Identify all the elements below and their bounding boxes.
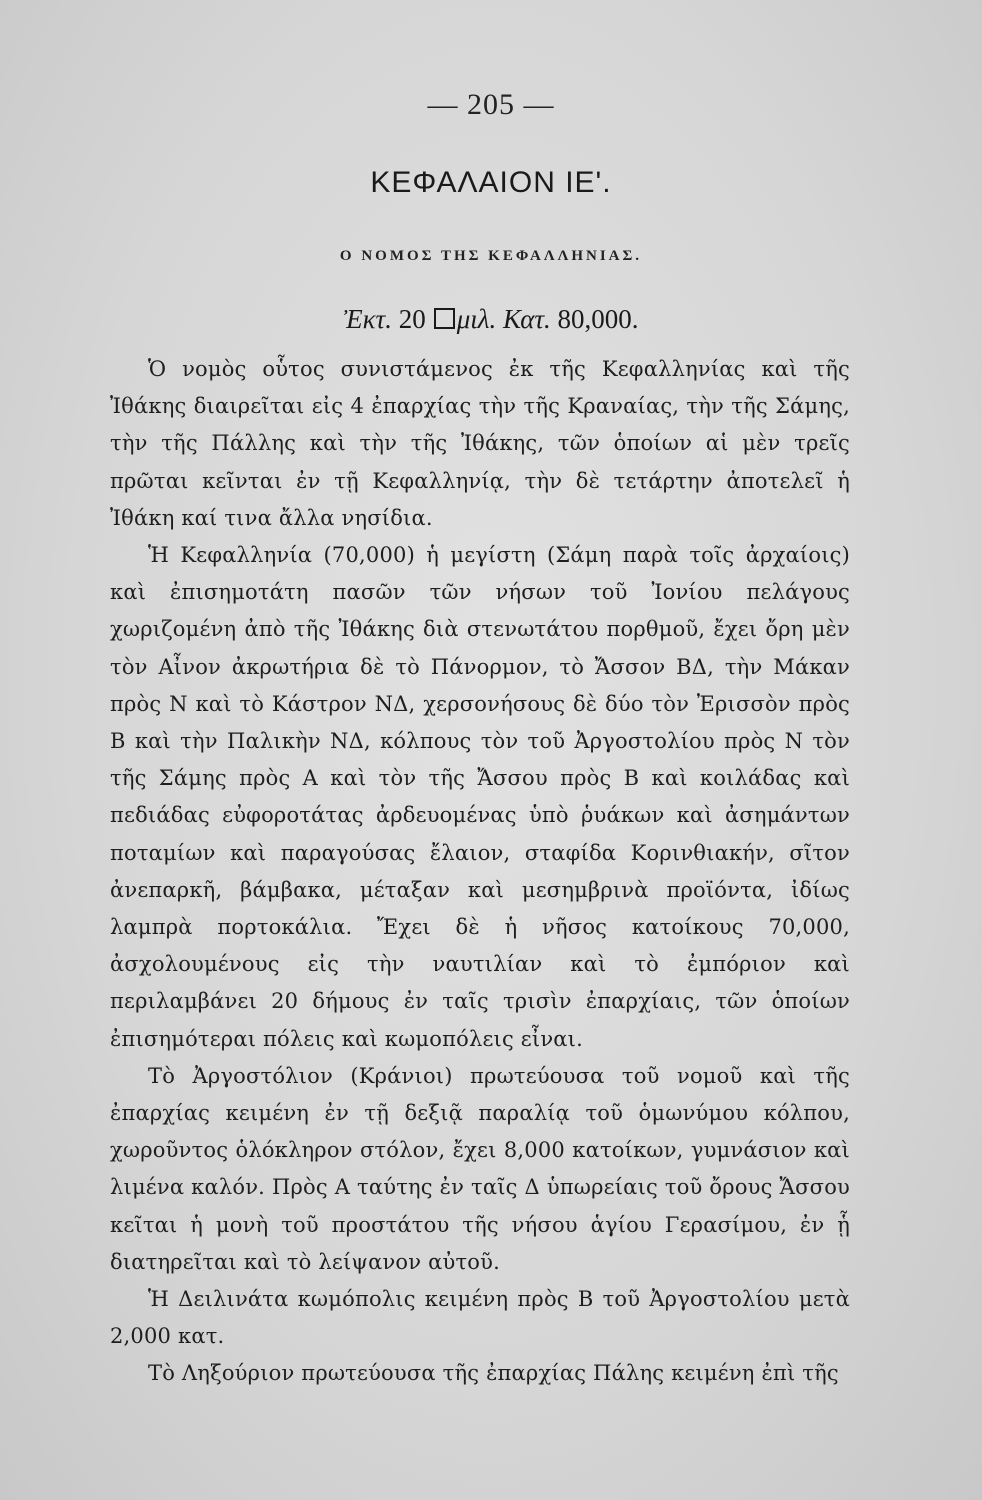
area-value: 20 (398, 304, 426, 334)
square-unit-icon (434, 308, 455, 329)
area-population-line (0, 304, 982, 335)
area-label: Ἐκτ. (343, 304, 392, 334)
page-number: — 205 — (427, 88, 555, 121)
area-unit: μιλ. (456, 304, 497, 334)
paragraph: Ἡ Κεφαλληνία (70,000) ἡ μεγίστη (Σάμη παρὰ τοῖς ἀρχαίοις) καὶ ἐπισημοτάτη πασῶν τῶν νήσων τοῦ Ἰονίου πελάγους χωριζομένη ἀπὸ τῆς Ἰθάκης διὰ στενωτάτου πορθμοῦ, ἔχει ὄρη μὲν τὸν Αἶνον ἀκρωτήρια δὲ τὸ Πάνορμον, τὸ Ἄσσον ΒΔ, τὴν Μάκαν πρὸς Ν καὶ τὸ Κάστρον ΝΔ, χερσονήσους δὲ δύο τὸν Ἐρισσὸν πρὸς Β καὶ τὴν Παλικὴν ΝΔ, κόλπους τὸν τοῦ Ἀργοστολίου πρὸς Ν τὸν τῆς Σάμης πρὸς Α καὶ τὸν τῆς Ἄσσου πρὸς Β καὶ κοιλάδας καὶ πεδιάδας εὐφοροτάτας ἀρδευομένας ὑπὸ ῥυάκων καὶ ἀσημάντων ποταμίων καὶ παραγούσας ἔλαιον, σταφίδα Κορινθιακήν, σῖτον ἀνεπαρκῆ, βάμβακα, μέταξαν καὶ μεσημβρινὰ προϊόντα, ἰδίως λαμπρὰ πορτοκάλια. Ἔχει δὲ ἡ νῆσος κατοίκους 70,000, ἀσχολουμένους εἰς τὴν ναυτιλίαν καὶ τὸ ἐμπόριον καὶ περιλαμβάνει 20 δήμους ἐν ταῖς τρισὶν ἐπαρχίαις, τῶν ὁποίων ἐπισημότεραι πόλεις καὶ κωμοπόλεις εἶναι. (110, 543, 850, 1051)
paragraph: Τὸ Ληξούριον πρωτεύουσα τῆς ἐπαρχίας Πάλης κειμένη ἐπὶ τῆς (148, 1361, 839, 1386)
paragraph: Τὸ Ἀργοστόλιον (Κράνιοι) πρωτεύουσα τοῦ νομοῦ καὶ τῆς ἐπαρχίας κειμένη ἐν τῇ δεξιᾷ παραλίᾳ τοῦ ὁμωνύμου κόλπου, χωροῦντος ὁλόκληρον στόλον, ἔχει 8,000 κατοίκων, γυμνάσιον καὶ λιμένα καλόν. Πρὸς Α ταύτης ἐν ταῖς Δ ὑπωρείαις τοῦ ὄρους Ἄσσου κεῖται ἡ μονὴ τοῦ προστάτου τῆς νήσου ἁγίου Γερασίμου, ἐν ᾗ διατηρεῖται καὶ τὸ λείψανον αὐτοῦ. (110, 1063, 850, 1274)
section-subtitle: Ο ΝΟΜΟΣ ΤΗΣ ΚΕΦΑΛΛΗΝΙΑΣ. (339, 248, 643, 264)
population-value: 80,000. (557, 304, 639, 334)
chapter-title: ΚΕΦΑΛΑΙΟΝ ΙΕʹ. (370, 166, 612, 199)
paragraph: Ὁ νομὸς οὗτος συνιστάμενος ἐκ τῆς Κεφαλληνίας καὶ τῆς Ἰθάκης διαιρεῖται εἰς 4 ἐπαρχίας τὴν τῆς Κραναίας, τὴν τῆς Σάμης, τὴν τῆς Πάλλης καὶ τὴν τῆς Ἰθάκης, τῶν ὁποίων αἱ μὲν τρεῖς πρῶται κεῖνται ἐν τῇ Κεφαλληνίᾳ, τὴν δὲ τετάρτην ἀποτελεῖ ἡ Ἰθάκη καί τινα ἄλλα νησίδια. (110, 357, 850, 530)
paragraph: Ἡ Δειλινάτα κωμόπολις κειμένη πρὸς Β τοῦ Ἀργοστολίου μετὰ 2,000 κατ. (110, 1287, 850, 1349)
population-label: Κατ. (502, 304, 551, 334)
body-text (110, 351, 850, 1393)
